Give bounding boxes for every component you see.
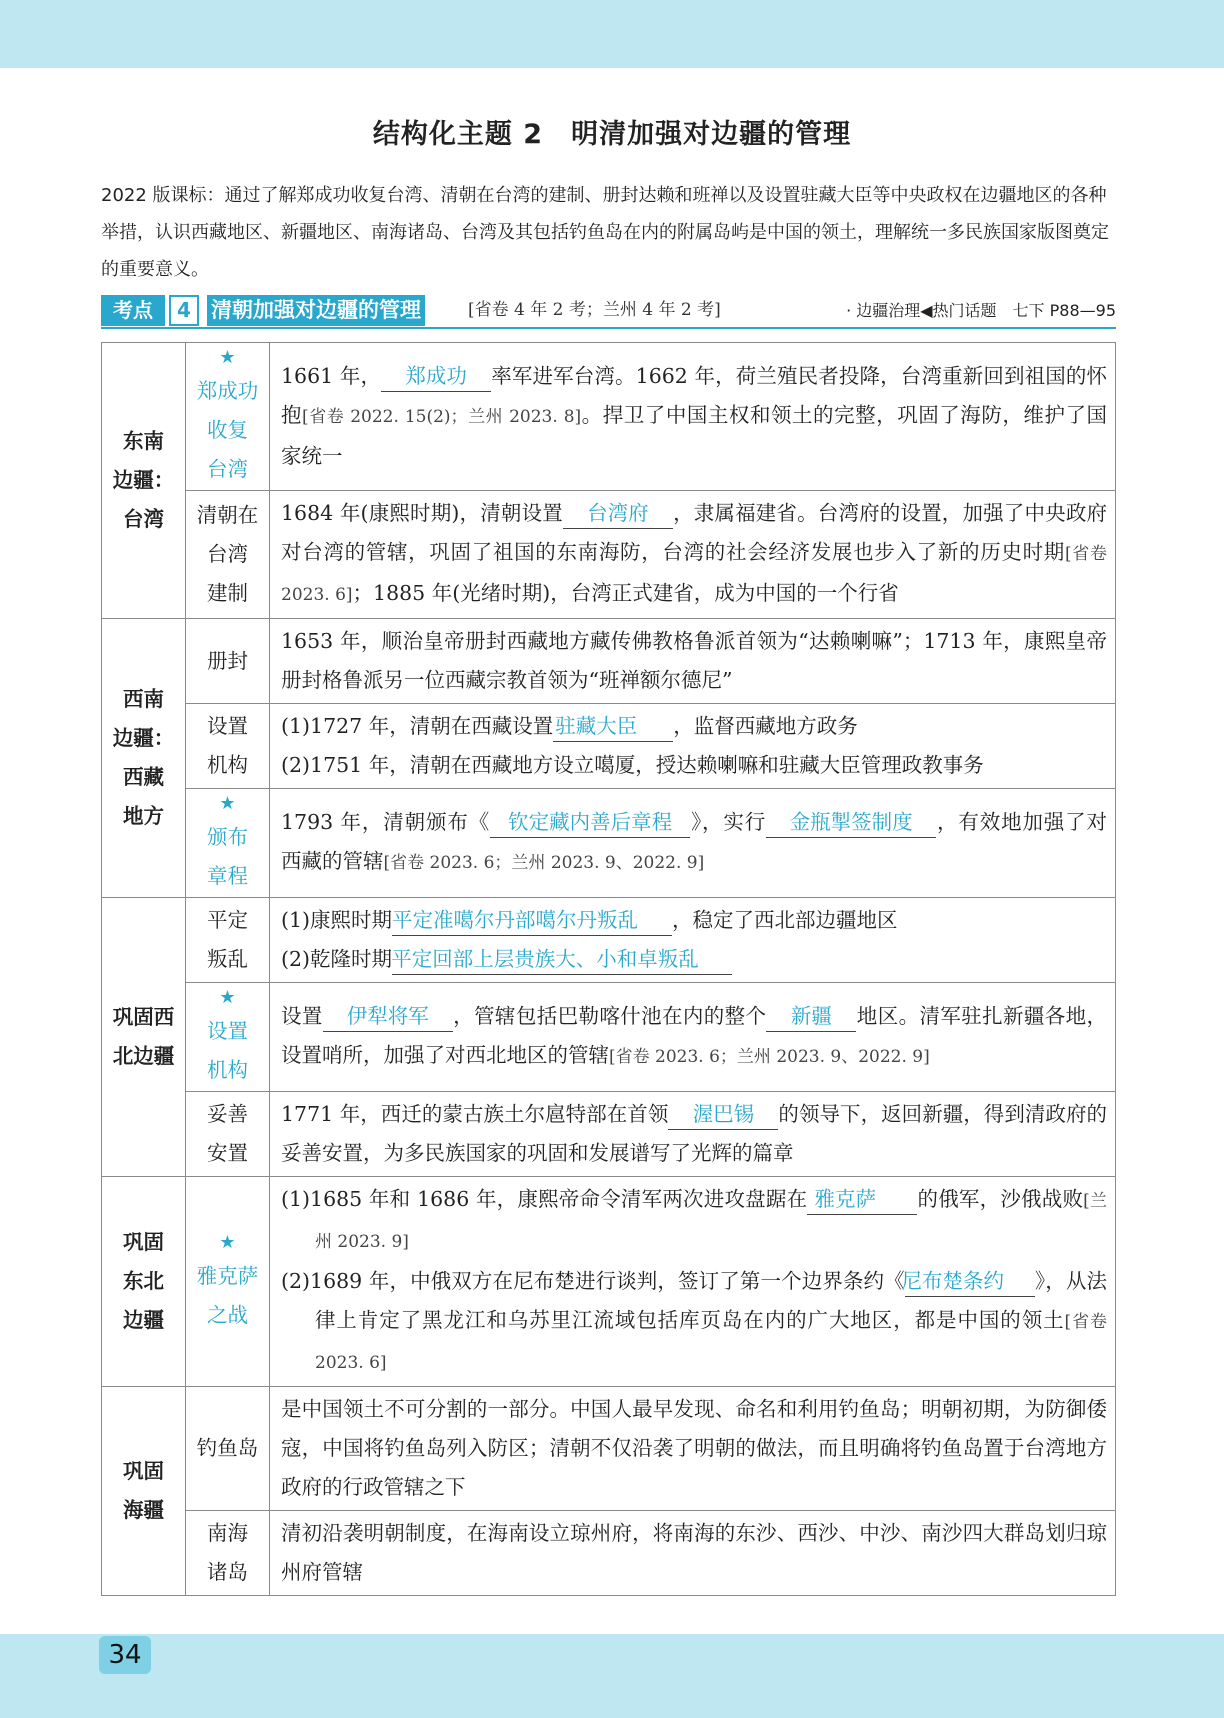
kaodian-label: 考点 bbox=[101, 295, 165, 326]
key-star-icon: ★ bbox=[219, 987, 236, 1008]
sub-pingding: 平定 叛乱 bbox=[186, 898, 270, 983]
answer-blank: 平定准噶尔丹部噶尔丹叛乱 bbox=[392, 905, 672, 936]
content-tuoshan: 1771 年，西迁的蒙古族土尔扈特部在首领 渥巴锡 的领导下，返回新疆，得到清政府的妥善安置，为多民族国家的巩固和发展谱写了光辉的篇章 bbox=[270, 1092, 1116, 1177]
answer-blank: 雅克萨 bbox=[807, 1184, 917, 1215]
answer-blank: 郑成功 bbox=[381, 361, 491, 392]
top-band bbox=[0, 0, 1224, 68]
sub-yakesa: ★ 雅克萨 之战 bbox=[186, 1177, 270, 1387]
kaodian-header bbox=[101, 295, 1116, 326]
sub-zhangcheng: ★ 颁布 章程 bbox=[186, 789, 270, 898]
kaodian-underline bbox=[101, 327, 1116, 329]
exam-ref: [省卷 2022. 15(2)；兰州 2023. 8] bbox=[302, 407, 582, 427]
kaodian-number: 4 bbox=[169, 295, 199, 326]
key-star-icon: ★ bbox=[219, 347, 236, 368]
kaodian-exam-ref: [省卷 4 年 2 考；兰州 4 年 2 考] bbox=[468, 300, 721, 320]
answer-blank: 渥巴锡 bbox=[668, 1099, 778, 1130]
content-tibet-institution: (1)1727 年，清朝在西藏设置驻藏大臣 ，监督西藏地方政务 (2)1751 年，清朝在西藏地方设立噶厦，授达赖喇嘛和驻藏大臣管理政教事务 bbox=[270, 704, 1116, 789]
sub-tibet-institution: 设置 机构 bbox=[186, 704, 270, 789]
sub-cefeng: 册封 bbox=[186, 619, 270, 704]
intro-text: 通过了解郑成功收复台湾、清朝在台湾的建制、册封达赖和班禅以及设置驻藏大臣等中央政权在边疆地区的各种举措，认识西藏地区、新疆地区、南海诸岛、台湾及其包括钓鱼岛在内的附属岛屿是中国的领土，理解统一多民族国家版图奠定的重要意义。 bbox=[101, 185, 1109, 280]
exam-ref: [兰州 2023. 9] bbox=[315, 1191, 1107, 1252]
key-star-icon: ★ bbox=[219, 1231, 236, 1253]
kaodian-topic: 清朝加强对边疆的管理 bbox=[207, 295, 425, 326]
content-zhengchenggong: 1661 年， 郑成功 率军进军台湾。1662 年，荷兰殖民者投降，台湾重新回到祖国的怀抱[省卷 2022. 15(2)；兰州 2023. 8]。捍卫了中国主权和领土的完整，巩固了海防，维护了国家统一 bbox=[270, 343, 1116, 491]
sub-yili: ★ 设置 机构 bbox=[186, 983, 270, 1092]
content-nanhai: 清初沿袭明朝制度，在海南设立琼州府，将南海的东沙、西沙、中沙、南沙四大群岛划归琼州府管辖 bbox=[270, 1511, 1116, 1596]
content-cefeng: 1653 年，顺治皇帝册封西藏地方藏传佛教格鲁派首领为“达赖喇嘛”；1713 年，康熙皇帝册封格鲁派另一位西藏宗教首领为“班禅额尔德尼” bbox=[270, 619, 1116, 704]
page-number: 34 bbox=[99, 1636, 151, 1674]
knowledge-table bbox=[101, 342, 1116, 1596]
intro-label: 2022 版课标： bbox=[101, 185, 225, 206]
answer-blank: 台湾府 bbox=[563, 498, 673, 529]
bottom-band bbox=[0, 1634, 1224, 1718]
table-row bbox=[102, 1092, 1116, 1177]
page-title: 结构化主题 2 明清加强对边疆的管理 bbox=[372, 119, 852, 150]
exam-ref: [省卷 2023. 6；兰州 2023. 9、2022. 9] bbox=[383, 853, 705, 873]
answer-blank: 钦定藏内善后章程 bbox=[490, 807, 690, 838]
sub-nanhai: 南海 诸岛 bbox=[186, 1511, 270, 1596]
kaodian-textbook-ref: · 边疆治理◀热门话题 七下 P88—95 bbox=[846, 301, 1116, 320]
region-northeast: 巩固 东北 边疆 bbox=[102, 1177, 186, 1387]
region-northwest: 巩固西 北边疆 bbox=[102, 898, 186, 1177]
sub-diaoyudao: 钓鱼岛 bbox=[186, 1387, 270, 1511]
sub-zhengchenggong: ★ 郑成功 收复 台湾 bbox=[186, 343, 270, 491]
table-row bbox=[102, 343, 1116, 491]
content-taiwan-admin: 1684 年(康熙时期)，清朝设置 台湾府 ，隶属福建省。台湾府的设置，加强了中央政府对台湾的管辖，巩固了祖国的东南海防，台湾的社会经济发展也步入了新的历史时期[省卷 2023. 6]；1885 年(光绪时期)，台湾正式建省，成为中国的一个行省 bbox=[270, 491, 1116, 619]
content-yili: 设置 伊犁将军 ，管辖包括巴勒喀什池在内的整个 新疆 地区。清军驻扎新疆各地，设置哨所，加强了对西北地区的管辖[省卷 2023. 6；兰州 2023. 9、2022. 9] bbox=[270, 983, 1116, 1092]
sub-tuoshan: 妥善 安置 bbox=[186, 1092, 270, 1177]
sub-taiwan-admin: 清朝在 台湾 建制 bbox=[186, 491, 270, 619]
region-southwest: 西南 边疆： 西藏 地方 bbox=[102, 619, 186, 898]
exam-ref: [省卷 2023. 6] bbox=[315, 1312, 1107, 1373]
table-row bbox=[102, 1511, 1116, 1596]
content-diaoyudao: 是中国领土不可分割的一部分。中国人最早发现、命名和利用钓鱼岛；明朝初期，为防御倭寇，中国将钓鱼岛列入防区；清朝不仅沿袭了明朝的做法，而且明确将钓鱼岛置于台湾地方政府的行政管辖之下 bbox=[270, 1387, 1116, 1511]
region-southeast: 东南 边疆： 台湾 bbox=[102, 343, 186, 619]
exam-ref: [省卷 2023. 6] bbox=[281, 544, 1107, 605]
table-row bbox=[102, 619, 1116, 704]
table-row bbox=[102, 1177, 1116, 1387]
table-row bbox=[102, 983, 1116, 1092]
key-star-icon: ★ bbox=[219, 793, 236, 814]
answer-blank: 新疆 bbox=[766, 1001, 856, 1032]
table-row bbox=[102, 1387, 1116, 1511]
table-row bbox=[102, 704, 1116, 789]
content-yakesa: (1)1685 年和 1686 年，康熙帝命令清军两次进攻盘踞在 雅克萨 的俄军，沙俄战败[兰州 2023. 9] (2)1689 年，中俄双方在尼布楚进行谈判，签订了第一个边界条约《尼布楚条约 》，从法律上肯定了黑龙江和乌苏里江流域包括库页岛在内的广大地区，都是中国的领土[省卷 2023. 6] bbox=[270, 1177, 1116, 1387]
table-row bbox=[102, 789, 1116, 898]
answer-blank: 尼布楚条约 bbox=[905, 1266, 1035, 1297]
answer-blank: 伊犁将军 bbox=[323, 1001, 453, 1032]
curriculum-intro bbox=[101, 177, 1121, 288]
answer-blank: 金瓶掣签制度 bbox=[766, 807, 936, 838]
answer-blank: 驻藏大臣 bbox=[553, 711, 673, 742]
answer-blank: 平定回部上层贵族大、小和卓叛乱 bbox=[392, 944, 732, 975]
table-row bbox=[102, 898, 1116, 983]
content-zhangcheng: 1793 年，清朝颁布《 钦定藏内善后章程 》，实行 金瓶掣签制度 ，有效地加强了对西藏的管辖[省卷 2023. 6；兰州 2023. 9、2022. 9] bbox=[270, 789, 1116, 898]
region-sea: 巩固 海疆 bbox=[102, 1387, 186, 1596]
exam-ref: [省卷 2023. 6；兰州 2023. 9、2022. 9] bbox=[609, 1047, 930, 1067]
content-pingding: (1)康熙时期平定准噶尔丹部噶尔丹叛乱 ，稳定了西北部边疆地区 (2)乾隆时期平定回部上层贵族大、小和卓叛乱 bbox=[270, 898, 1116, 983]
table-row bbox=[102, 491, 1116, 619]
